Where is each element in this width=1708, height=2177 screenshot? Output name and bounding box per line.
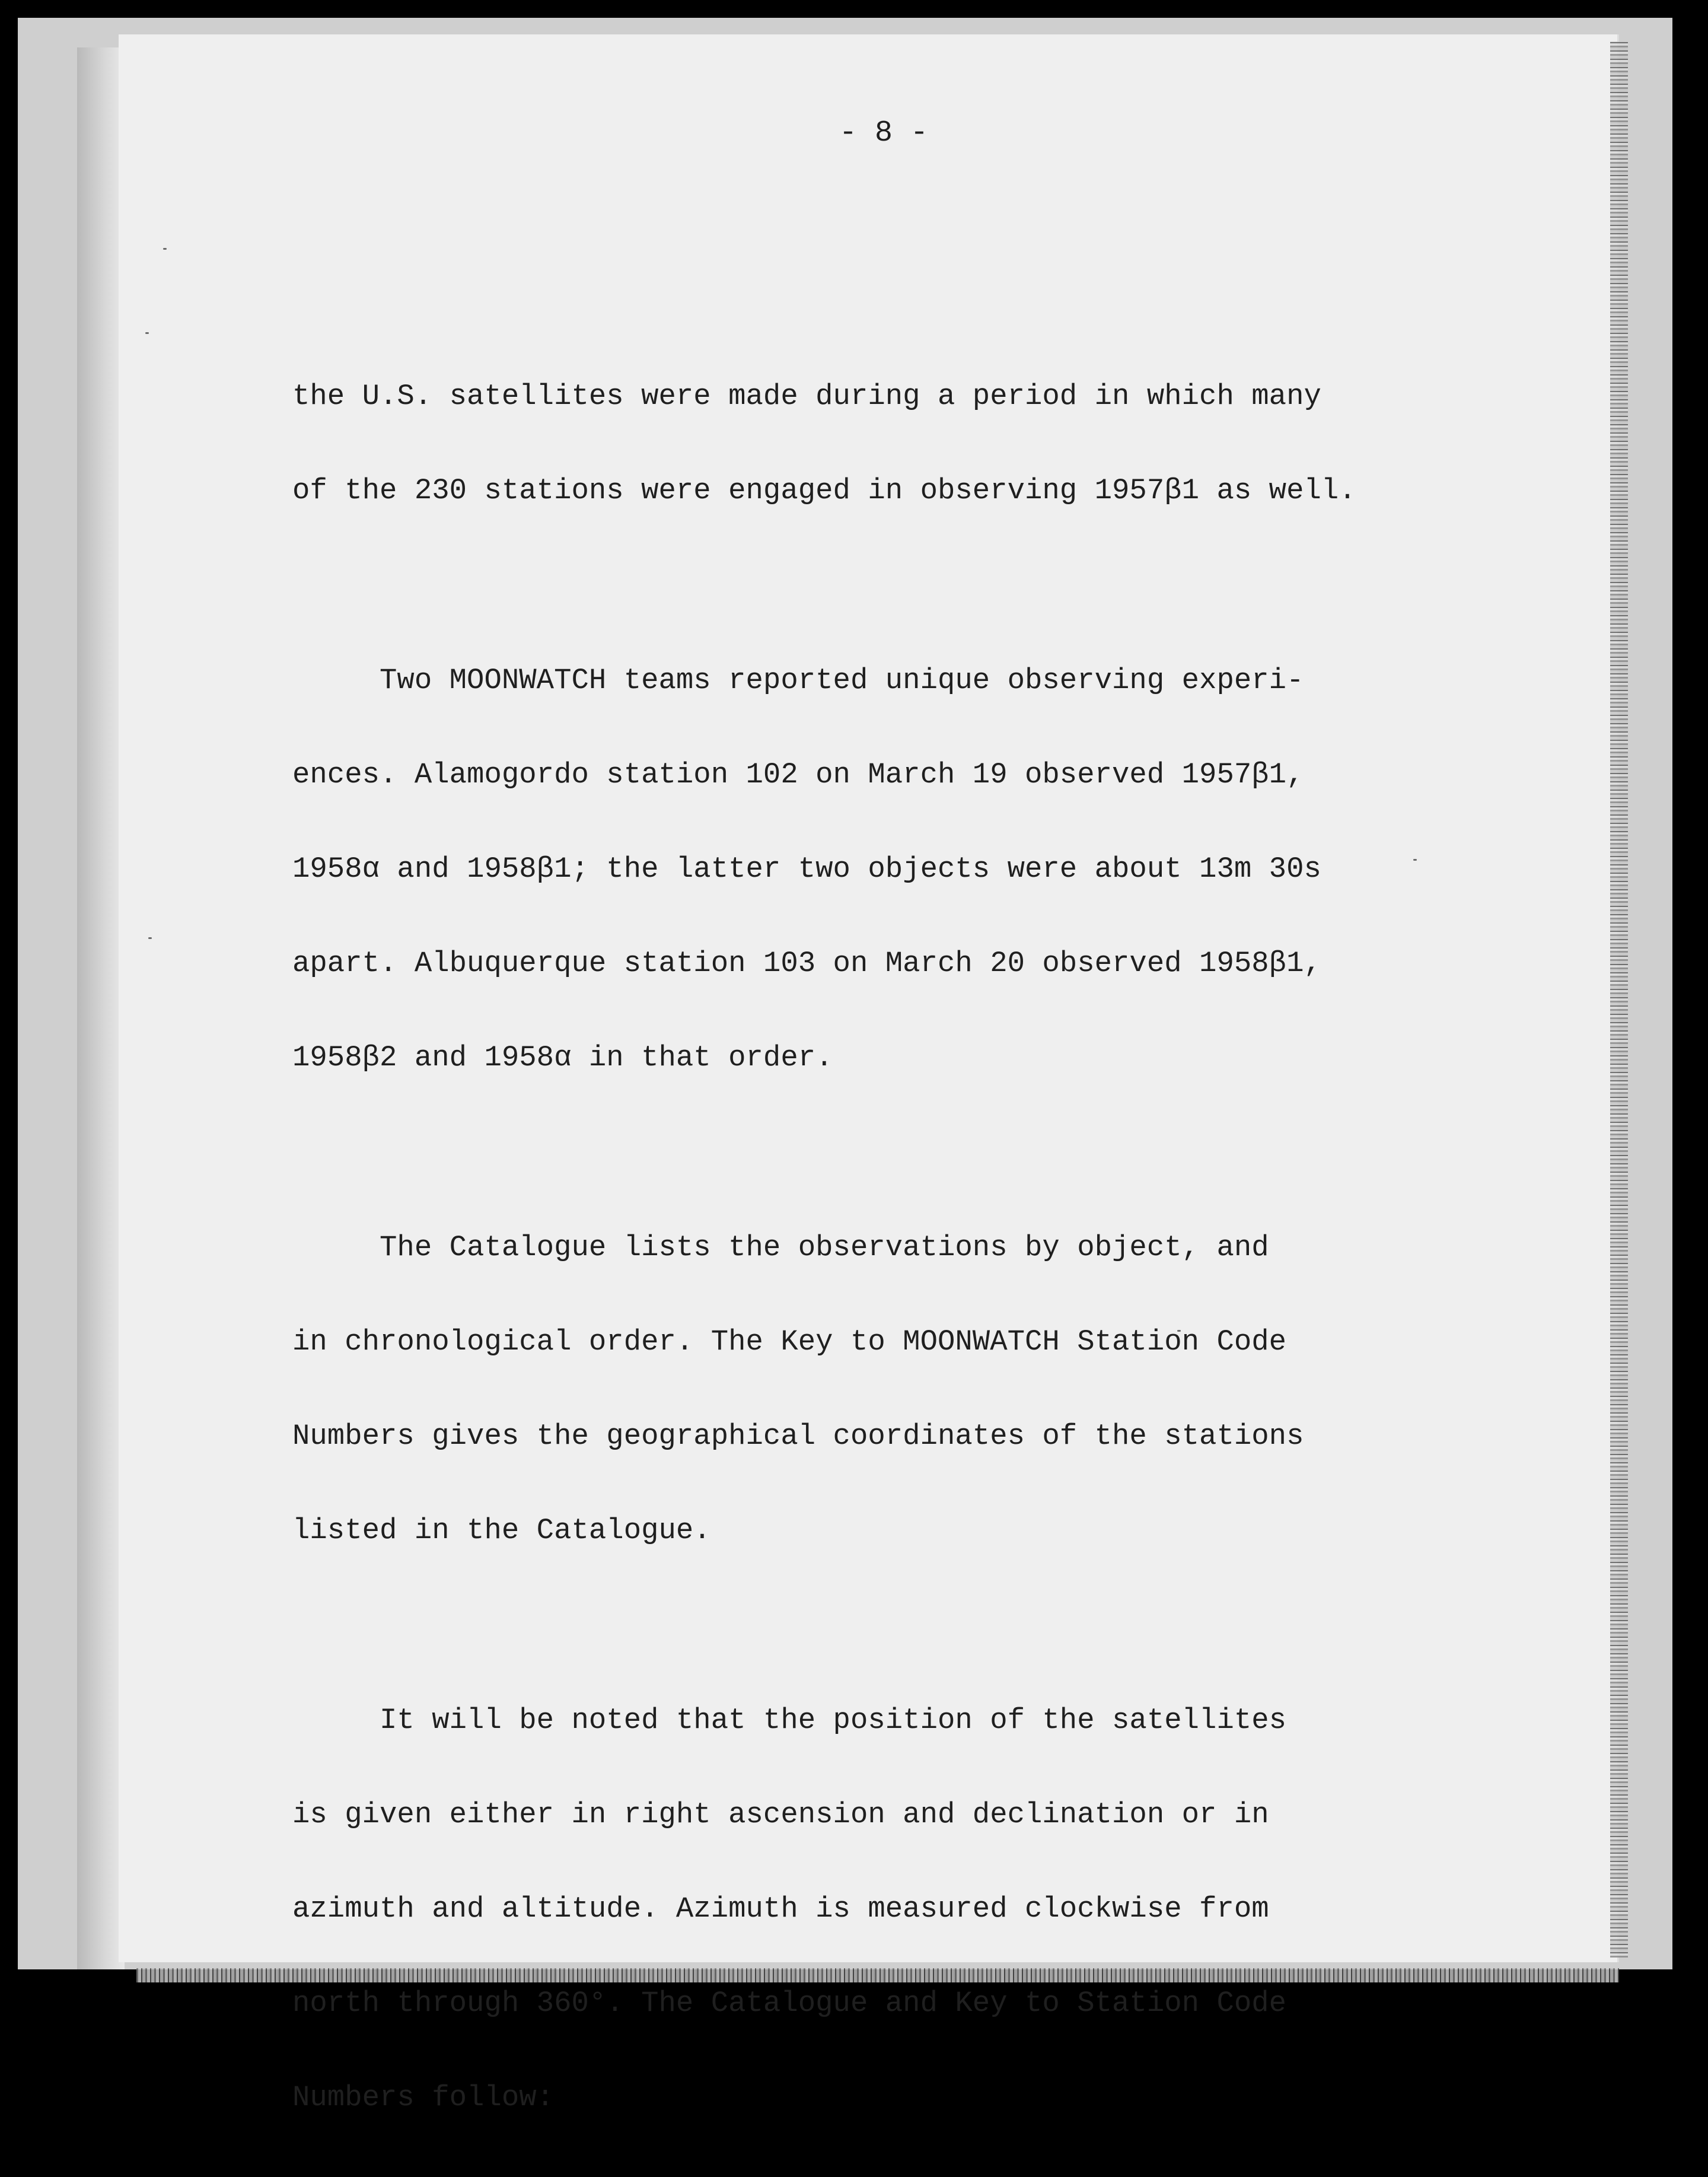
text-line: 1958α and 1958β1; the latter two objects were about 13m 30s bbox=[292, 852, 1321, 886]
page-right-edge bbox=[1610, 42, 1628, 1958]
text-line: in chronological order. The Key to MOONWATCH Station Code bbox=[292, 1325, 1287, 1358]
text-line: listed in the Catalogue. bbox=[292, 1514, 711, 1547]
body-text bbox=[292, 318, 1478, 2176]
scan-left-strip bbox=[77, 47, 125, 1969]
text-line: Numbers gives the geographical coordinates of the stations bbox=[292, 1419, 1304, 1453]
text-line: azimuth and altitude. Azimuth is measured clockwise from bbox=[292, 1892, 1269, 1925]
text-line: of the 230 stations were engaged in observing 1957β1 as well. bbox=[292, 474, 1356, 507]
text-line: 1958β2 and 1958α in that order. bbox=[292, 1041, 833, 1074]
scan-speck bbox=[145, 332, 149, 334]
text-line: ences. Alamogordo station 102 on March 19 observed 1957β1, bbox=[292, 758, 1304, 791]
scan-speck bbox=[148, 937, 152, 939]
text-line: is given either in right ascension and declination or in bbox=[292, 1798, 1269, 1831]
text-line: The Catalogue lists the observations by object, and bbox=[292, 1231, 1269, 1264]
paragraph-1 bbox=[292, 318, 1478, 569]
text-line: the U.S. satellites were made during a period in which many bbox=[292, 380, 1321, 413]
text-line: Two MOONWATCH teams reported unique observing experi- bbox=[292, 664, 1304, 697]
scan-speck bbox=[163, 248, 167, 250]
page-number: - 8 - bbox=[839, 116, 929, 150]
paragraph-4 bbox=[292, 1642, 1478, 2176]
text-line: Numbers follow: bbox=[292, 2081, 555, 2114]
text-line: It will be noted that the position of the satellites bbox=[292, 1704, 1287, 1737]
text-line: north through 360°. The Catalogue and Key to Station Code bbox=[292, 1987, 1287, 2020]
paragraph-2 bbox=[292, 602, 1478, 1137]
paragraph-3 bbox=[292, 1169, 1478, 1609]
text-line: apart. Albuquerque station 103 on March 20 observed 1958β1, bbox=[292, 947, 1321, 980]
